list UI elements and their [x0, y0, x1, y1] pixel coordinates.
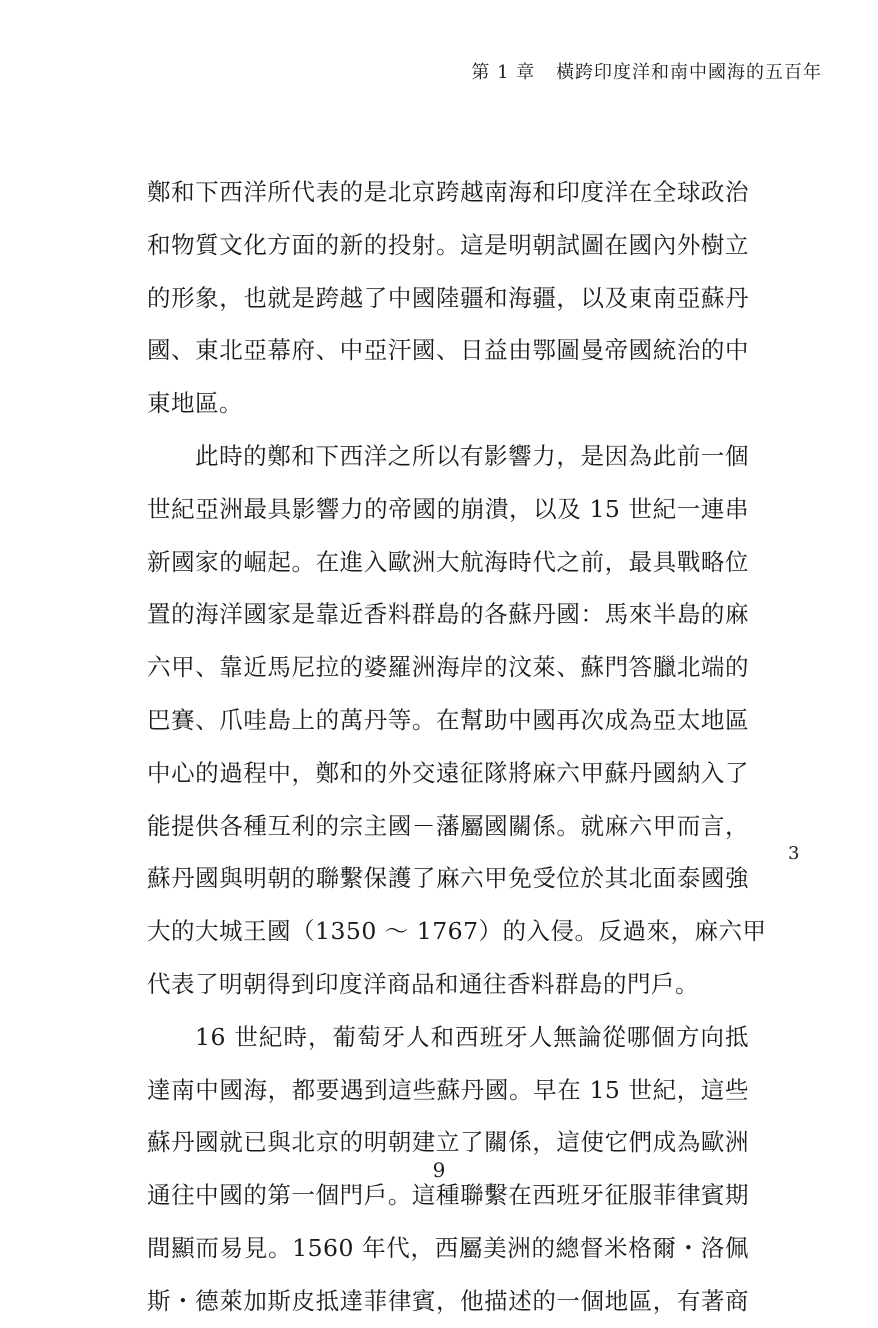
body-text: [147, 166, 767, 1328]
text-line: 斯・德萊加斯皮抵達菲律賓，他描述的一個地區，有著商: [147, 1286, 749, 1315]
paragraph-1: [147, 166, 749, 430]
text-line: 六甲、靠近馬尼拉的婆羅洲海岸的汶萊、蘇門答臘北端的: [147, 653, 749, 682]
text-line: 16 世紀時，葡萄牙人和西班牙人無論從哪個方向抵: [195, 1022, 749, 1051]
text-line: 通往中國的第一個門戶。這種聯繫在西班牙征服菲律賓期: [147, 1181, 749, 1210]
text-line: 置的海洋國家是靠近香料群島的各蘇丹國：馬來半島的麻: [147, 600, 749, 629]
text-line: 和物質文化方面的新的投射。這是明朝試圖在國內外樹立: [147, 230, 749, 259]
text-line: 間顯而易見。1560 年代，西屬美洲的總督米格爾・洛佩: [147, 1233, 749, 1262]
text-line: 大的大城王國（1350 ～ 1767）的入侵。反過來，麻六甲: [147, 917, 767, 946]
text-line: 新國家的崛起。在進入歐洲大航海時代之前，最具戰略位: [147, 547, 749, 576]
text-line: 達南中國海，都要遇到這些蘇丹國。早在 15 世紀，這些: [147, 1075, 749, 1104]
paragraph-2: [147, 430, 767, 1011]
text-line: 此時的鄭和下西洋之所以有影響力，是因為此前一個: [195, 441, 749, 470]
text-line: 蘇丹國就已與北京的明朝建立了關係，這使它們成為歐洲: [147, 1128, 749, 1157]
text-line: 鄭和下西洋所代表的是北京跨越南海和印度洋在全球政治: [147, 178, 749, 206]
text-line: 代表了明朝得到印度洋商品和通往香料群島的門戶。: [147, 969, 699, 998]
chapter-title: 橫跨印度洋和南中國海的五百年: [556, 62, 822, 83]
text-line: 巴賽、爪哇島上的萬丹等。在幫助中國再次成為亞太地區: [147, 705, 749, 734]
chapter-label: 第 1 章: [471, 62, 536, 83]
text-line: 能提供各種互利的宗主國－藩屬國關係。就麻六甲而言，: [147, 811, 749, 840]
text-line: 中心的過程中，鄭和的外交遠征隊將麻六甲蘇丹國納入了: [147, 758, 749, 787]
page-number: 9: [432, 1158, 446, 1182]
text-line: 國、東北亞幕府、中亞汗國、日益由鄂圖曼帝國統治的中: [147, 336, 749, 365]
margin-note-number: 3: [788, 843, 800, 864]
text-line: 東地區。: [147, 389, 243, 418]
running-header: [471, 58, 822, 84]
text-line: 世紀亞洲最具影響力的帝國的崩潰，以及 15 世紀一連串: [147, 494, 749, 523]
text-line: 蘇丹國與明朝的聯繫保護了麻六甲免受位於其北面泰國強: [147, 864, 749, 893]
text-line: 的形象，也就是跨越了中國陸疆和海疆，以及東南亞蘇丹: [147, 283, 749, 312]
